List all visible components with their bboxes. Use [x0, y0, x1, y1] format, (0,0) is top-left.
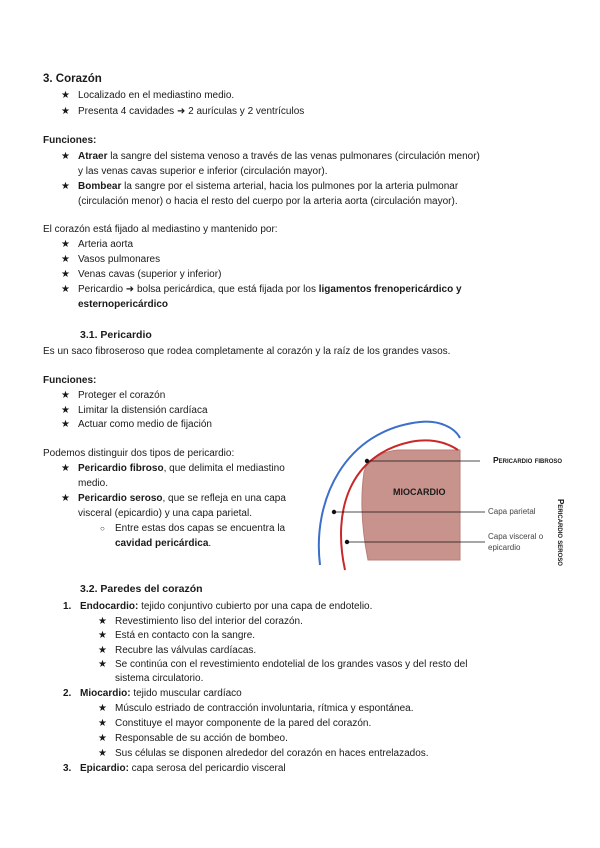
- bullet-text: Recubre las válvulas cardíacas.: [115, 645, 257, 656]
- label-pericardio-fibroso: Pericardio fibroso: [493, 455, 563, 465]
- bullet-text: Localizado en el mediastino medio.: [78, 90, 235, 101]
- bullet-text: capa serosa del pericardio visceral: [128, 763, 286, 774]
- bold-term: Pericardio seroso: [78, 493, 163, 504]
- bullet-text: [78, 463, 285, 474]
- star-bullet-icon: ★: [61, 419, 70, 430]
- bullet-text: y las venas cavas superior e inferior (circulación mayor).: [78, 166, 328, 177]
- bullet-text: Venas cavas (superior y inferior): [78, 269, 222, 280]
- bullet-text: [78, 181, 458, 192]
- star-bullet-icon: ★: [61, 239, 70, 250]
- star-bullet-icon: ★: [98, 733, 107, 744]
- list-number: 1.: [63, 601, 72, 612]
- star-bullet-icon: ★: [98, 630, 107, 641]
- bullet-text: la sangre por el sistema arterial, hacia los pulmones por la arteria pulmonar: [121, 181, 459, 192]
- bullet-text: tejido muscular cardíaco: [130, 688, 242, 699]
- star-bullet-icon: ★: [98, 718, 107, 729]
- list-item: [80, 601, 372, 612]
- bullet-text: [78, 284, 462, 295]
- bullet-text: Arteria aorta: [78, 239, 134, 250]
- funciones-label: Funciones:: [43, 135, 97, 146]
- bullet-text: [78, 151, 480, 162]
- label-pericardio-seroso: Pericardio seroso: [555, 499, 565, 566]
- star-bullet-icon: ★: [61, 151, 70, 162]
- myocardium-shape: [362, 450, 460, 560]
- bullet-text: Músculo estriado de contracción involuntaria, rítmica y espontánea.: [115, 703, 414, 714]
- paragraph: El corazón está fijado al mediastino y mantenido por:: [43, 224, 278, 235]
- funciones-label: Funciones:: [43, 375, 97, 386]
- bold-term: Pericardio fibroso: [78, 463, 164, 474]
- bullet-text: Proteger el corazón: [78, 390, 166, 401]
- bullet-text: Responsable de su acción de bombeo.: [115, 733, 288, 744]
- list-number: 2.: [63, 688, 72, 699]
- star-bullet-icon: ★: [61, 463, 70, 474]
- bullet-text: Limitar la distensión cardíaca: [78, 405, 208, 416]
- label-miocardio: MIOCARDIO: [393, 487, 446, 497]
- star-bullet-icon: ★: [98, 703, 107, 714]
- star-bullet-icon: ★: [61, 181, 70, 192]
- bullet-text: Vasos pulmonares: [78, 254, 161, 265]
- bullet-text: Revestimiento liso del interior del corazón.: [115, 616, 303, 627]
- paragraph: Es un saco fibroseroso que rodea completamente al corazón y la raíz de los grandes vasos.: [43, 346, 451, 357]
- star-bullet-icon: ★: [98, 659, 107, 670]
- bullet-text: Constituye el mayor componente de la pared del corazón.: [115, 718, 372, 729]
- star-bullet-icon: ★: [61, 106, 70, 117]
- label-epicardio: epicardio: [488, 543, 521, 552]
- bold-term: Miocardio:: [80, 688, 131, 699]
- list-item: [80, 763, 286, 774]
- bullet-text: (circulación menor) o hacia el resto del cuerpo por la arteria aorta (circulación mayor).: [78, 196, 458, 207]
- bullet-text: [78, 493, 286, 504]
- bullet-text: [115, 538, 211, 549]
- star-bullet-icon: ★: [61, 405, 70, 416]
- bullet-text: tejido conjuntivo cubierto por una capa de endotelio.: [138, 601, 373, 612]
- bold-term: Epicardio:: [80, 763, 129, 774]
- bullet-text: Se continúa con el revestimiento endotelial de los grandes vasos y del resto del: [115, 659, 468, 670]
- star-bullet-icon: ★: [98, 645, 107, 656]
- star-bullet-icon: ★: [61, 254, 70, 265]
- bold-term: Bombear: [78, 181, 122, 192]
- paragraph: Podemos distinguir dos tipos de pericardio:: [43, 448, 235, 459]
- bullet-text: , que se refleja en una capa: [162, 493, 286, 504]
- circle-bullet-icon: ○: [100, 524, 105, 533]
- bullet-text: Actuar como medio de fijación: [78, 419, 212, 430]
- section-title-pericardio: 3.1. Pericardio: [80, 329, 152, 341]
- list-number: 3.: [63, 763, 72, 774]
- star-bullet-icon: ★: [61, 269, 70, 280]
- bullet-text: Sus células se disponen alrededor del corazón en haces entrelazados.: [115, 748, 429, 759]
- bold-term: Endocardio:: [80, 601, 139, 612]
- bullet-text: la sangre del sistema venoso a través de las venas pulmonares (circulación menor): [107, 151, 480, 162]
- bold-term: Atraer: [78, 151, 108, 162]
- star-bullet-icon: ★: [61, 284, 70, 295]
- star-bullet-icon: ★: [61, 493, 70, 504]
- bullet-text: Está en contacto con la sangre.: [115, 630, 256, 641]
- bullet-text: , que delimita el mediastino: [163, 463, 285, 474]
- bold-term: cavidad pericárdica: [115, 538, 209, 549]
- list-item: [80, 688, 242, 699]
- bullet-text: .: [208, 538, 212, 549]
- bullet-text: sistema circulatorio.: [115, 673, 204, 684]
- bullet-text: Entre estas dos capas se encuentra la: [115, 523, 286, 534]
- label-capa-parietal: Capa parietal: [488, 507, 536, 516]
- pericardium-diagram: [310, 420, 590, 580]
- bullet-text: [78, 299, 168, 310]
- star-bullet-icon: ★: [61, 90, 70, 101]
- bullet-text: medio.: [78, 478, 109, 489]
- star-bullet-icon: ★: [98, 616, 107, 627]
- section-title-paredes: 3.2. Paredes del corazón: [80, 583, 203, 595]
- star-bullet-icon: ★: [61, 390, 70, 401]
- bullet-text: visceral (epicardio) y una capa parietal.: [78, 508, 252, 519]
- section-title-corazon: 3. Corazón: [43, 73, 102, 85]
- bullet-text: Pericardio ➜ bolsa pericárdica, que está fijada por los: [78, 284, 319, 295]
- label-capa-visceral: Capa visceral o: [488, 532, 544, 541]
- bullet-text: Presenta 4 cavidades ➜ 2 aurículas y 2 ventrículos: [78, 106, 305, 117]
- bold-term: ligamentos frenopericárdico y: [318, 284, 462, 295]
- star-bullet-icon: ★: [98, 748, 107, 759]
- bold-term: esternopericárdico: [78, 299, 169, 310]
